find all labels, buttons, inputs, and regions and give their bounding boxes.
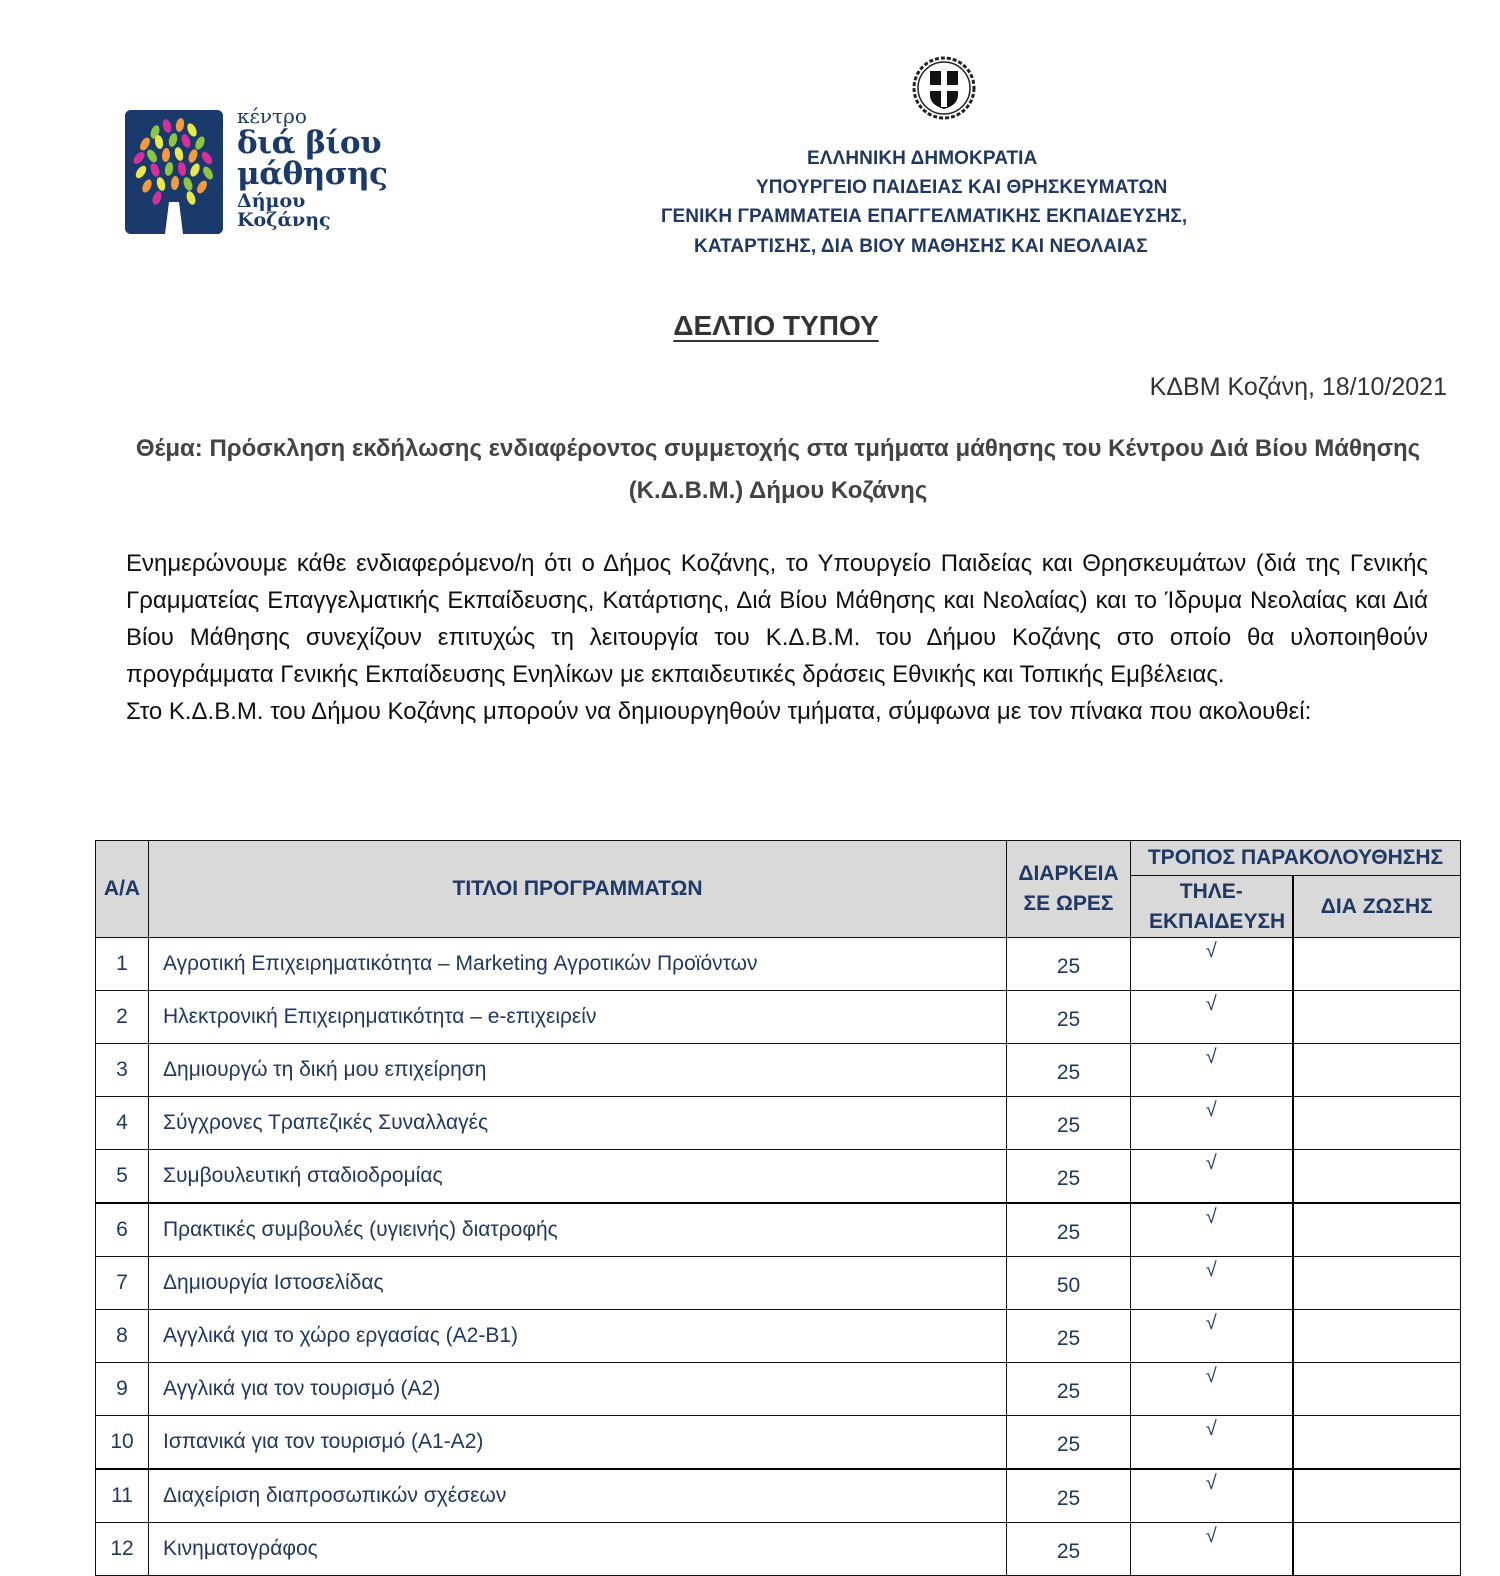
row-num: 5 xyxy=(96,1150,149,1204)
checkmark-icon: √ xyxy=(1131,1203,1293,1257)
row-num: 6 xyxy=(96,1203,149,1257)
row-num: 1 xyxy=(96,938,149,991)
row-num: 10 xyxy=(96,1416,149,1470)
logo-wordmark xyxy=(237,106,388,230)
body-paragraph-2: Στο Κ.Δ.Β.Μ. του Δήμου Κοζάνης μπορούν να δημιουργηθούν τμήματα, σύμφωνα με τον πίνακα που ακολουθεί: xyxy=(126,698,1312,725)
tree-logo-icon xyxy=(125,110,223,234)
header-mode: ΤΡΟΠΟΣ ΠΑΡΑΚΟΛΟΥΘΗΣΗΣ xyxy=(1131,841,1461,876)
row-title: Αγγλικά για τον τουρισμό (Α2) xyxy=(149,1363,1007,1416)
checkmark-icon: √ xyxy=(1131,1257,1293,1310)
row-live xyxy=(1293,1257,1461,1310)
row-live xyxy=(1293,1363,1461,1416)
kdvm-logo xyxy=(125,104,388,240)
checkmark-icon: √ xyxy=(1131,1310,1293,1363)
row-live xyxy=(1293,1203,1461,1257)
row-live xyxy=(1293,1416,1461,1470)
header-title: ΤΙΤΛΟΙ ΠΡΟΓΡΑΜΜΑΤΩΝ xyxy=(149,841,1007,938)
table-row xyxy=(96,1044,1461,1097)
row-title: Διαχείριση διαπροσωπικών σχέσεων xyxy=(149,1469,1007,1523)
checkmark-icon: √ xyxy=(1131,938,1293,991)
table-row xyxy=(96,1150,1461,1204)
row-title: Ηλεκτρονική Επιχειρηματικότητα – e-επιχειρείν xyxy=(149,991,1007,1044)
row-title: Δημιουργία Ιστοσελίδας xyxy=(149,1257,1007,1310)
row-live xyxy=(1293,1469,1461,1523)
table-row xyxy=(96,991,1461,1044)
row-title: Δημιουργώ τη δική μου επιχείρηση xyxy=(149,1044,1007,1097)
row-hours: 25 xyxy=(1007,1097,1131,1150)
row-hours: 25 xyxy=(1007,1363,1131,1416)
row-hours: 25 xyxy=(1007,1150,1131,1204)
row-num: 8 xyxy=(96,1310,149,1363)
header-hours: ΔΙΑΡΚΕΙΑ ΣΕ ΩΡΕΣ xyxy=(1007,841,1131,938)
logo-line-1: κέντρο xyxy=(237,104,307,128)
subject-heading: Θέμα: Πρόσκληση εκδήλωσης ενδιαφέροντος συμμετοχής στα τμήματα μάθησης του Κέντρου Διά Βίου Μάθησης (Κ.Δ.Β.Μ.) Δήμου Κοζάνης xyxy=(135,435,1421,504)
body-text xyxy=(126,545,1428,730)
date-line: ΚΔΒΜ Κοζάνη, 18/10/2021 xyxy=(1149,373,1447,401)
row-live xyxy=(1293,1097,1461,1150)
checkmark-icon: √ xyxy=(1131,1523,1293,1576)
row-title: Ισπανικά για τον τουρισμό (Α1-Α2) xyxy=(149,1416,1007,1470)
row-title: Αγγλικά για το χώρο εργασίας (Α2-Β1) xyxy=(149,1310,1007,1363)
row-title: Αγροτική Επιχειρηματικότητα – Marketing Αγροτικών Προϊόντων xyxy=(149,938,1007,991)
checkmark-icon: √ xyxy=(1131,1044,1293,1097)
row-hours: 25 xyxy=(1007,1044,1131,1097)
table-row xyxy=(96,1363,1461,1416)
logo-line-2: διά βίου xyxy=(237,125,382,161)
table-row xyxy=(96,1416,1461,1470)
header-live: ΔΙΑ ΖΩΣΗΣ xyxy=(1293,876,1461,938)
table-row xyxy=(96,1469,1461,1523)
checkmark-icon: √ xyxy=(1131,1416,1293,1470)
row-hours: 25 xyxy=(1007,1523,1131,1576)
row-num: 9 xyxy=(96,1363,149,1416)
row-num: 7 xyxy=(96,1257,149,1310)
header-secretariat-cont: ΚΑΤΑΡΤΙΣΗΣ, ΔΙΑ ΒΙΟΥ ΜΑΘΗΣΗΣ ΚΑΙ ΝΕΟΛΑΙΑΣ xyxy=(694,236,1148,257)
row-title: Πρακτικές συμβουλές (υγιεινής) διατροφής xyxy=(149,1203,1007,1257)
row-live xyxy=(1293,1523,1461,1576)
table-row xyxy=(96,938,1461,991)
page-title: ΔΕΛΤΙΟ ΤΥΠΟΥ xyxy=(673,310,879,341)
row-num: 2 xyxy=(96,991,149,1044)
table-row xyxy=(96,1257,1461,1310)
row-num: 12 xyxy=(96,1523,149,1576)
row-live xyxy=(1293,1310,1461,1363)
table-row xyxy=(96,1310,1461,1363)
row-live xyxy=(1293,991,1461,1044)
row-num: 3 xyxy=(96,1044,149,1097)
row-hours: 50 xyxy=(1007,1257,1131,1310)
checkmark-icon: √ xyxy=(1131,1150,1293,1204)
table-row xyxy=(96,1523,1461,1576)
checkmark-icon: √ xyxy=(1131,1097,1293,1150)
body-paragraph-1: Ενημερώνουμε κάθε ενδιαφερόμενο/η ότι ο Δήμος Κοζάνης, το Υπουργείο Παιδείας και Θρησκευμάτων (διά της Γενικής Γραμματείας Επαγγελματικής Εκπαίδευσης, Κατάρτισης, Διά Βίου Μάθησης και Νεολαίας) και το Ίδρυμα Νεολαίας και Διά Βίου Μάθησης συνεχίζουν επιτυχώς τη λειτουργία του Κ.Δ.Β.Μ. του Δήμου Κοζάνης στο οποίο θα υλοποιηθούν προγράμματα Γενικής Εκπαίδευσης Ενηλίκων με εκπαιδευτικές δράσεις Εθνικής και Τοπικής Εμβέλειας. xyxy=(126,550,1428,688)
row-title: Σύγχρονες Τραπεζικές Συναλλαγές xyxy=(149,1097,1007,1150)
row-hours: 25 xyxy=(1007,991,1131,1044)
logo-line-4: Δήμου Κοζάνης xyxy=(237,190,331,231)
table-row xyxy=(96,1203,1461,1257)
row-live xyxy=(1293,1150,1461,1204)
checkmark-icon: √ xyxy=(1131,1363,1293,1416)
greek-coat-of-arms-icon xyxy=(911,55,977,121)
checkmark-icon: √ xyxy=(1131,1469,1293,1523)
row-title: Κινηματογράφος xyxy=(149,1523,1007,1576)
header-secretariat: ΓΕΝΙΚΗ ΓΡΑΜΜΑΤΕΙΑ ΕΠΑΓΓΕΛΜΑΤΙΚΗΣ ΕΚΠΑΙΔΕΥΣΗΣ, xyxy=(661,206,1188,227)
row-hours: 25 xyxy=(1007,1310,1131,1363)
checkmark-icon: √ xyxy=(1131,991,1293,1044)
row-live xyxy=(1293,1044,1461,1097)
header-ministry: ΥΠΟΥΡΓΕΙΟ ΠΑΙΔΕΙΑΣ ΚΑΙ ΘΡΗΣΚΕΥΜΑΤΩΝ xyxy=(756,177,1168,198)
programs-table xyxy=(95,840,1461,1576)
row-hours: 25 xyxy=(1007,1469,1131,1523)
logo-line-3: μάθησης xyxy=(237,156,388,192)
row-hours: 25 xyxy=(1007,938,1131,991)
row-title: Συμβουλευτική σταδιοδρομίας xyxy=(149,1150,1007,1204)
row-num: 4 xyxy=(96,1097,149,1150)
header-republic: ΕΛΛΗΝΙΚΗ ΔΗΜΟΚΡΑΤΙΑ xyxy=(807,148,1038,169)
row-hours: 25 xyxy=(1007,1203,1131,1257)
header-remote: ΤΗΛΕ-ΕΚΠΑΙΔΕΥΣΗ xyxy=(1131,876,1293,938)
row-hours: 25 xyxy=(1007,1416,1131,1470)
header-num: Α/Α xyxy=(96,841,149,938)
row-num: 11 xyxy=(96,1469,149,1523)
row-live xyxy=(1293,938,1461,991)
table-row xyxy=(96,1097,1461,1150)
